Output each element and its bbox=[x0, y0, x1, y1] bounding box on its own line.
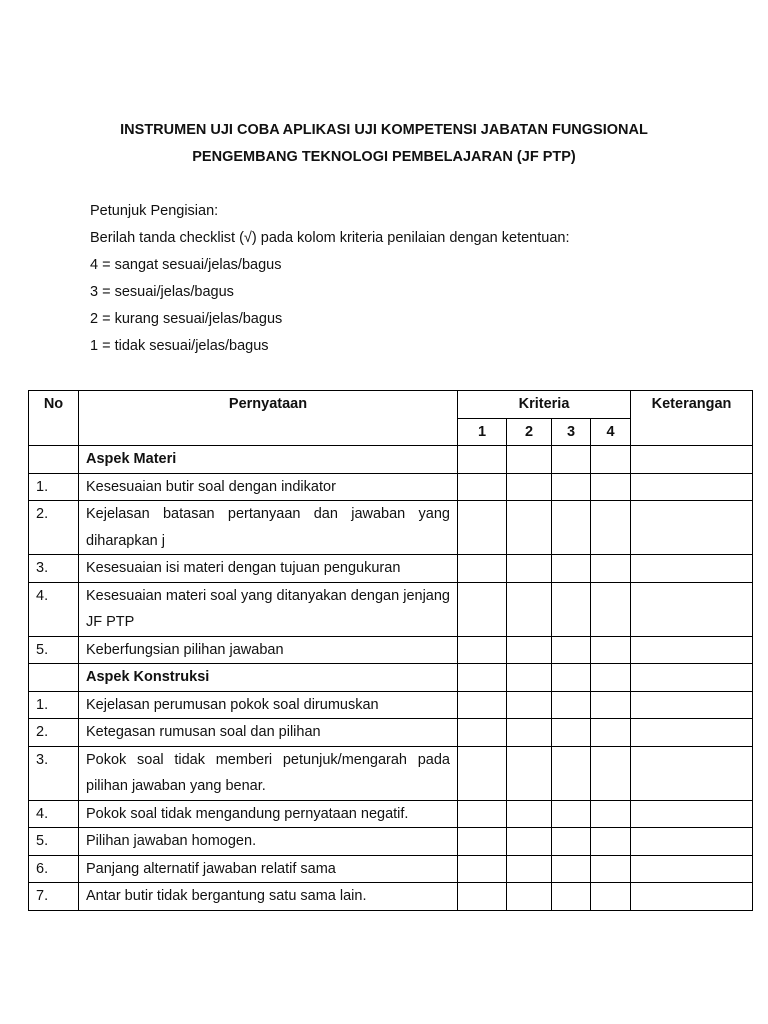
remarks-cell[interactable] bbox=[631, 719, 753, 747]
header-statement: Pernyataan bbox=[79, 391, 458, 446]
row-statement: Kesesuaian butir soal dengan indikator bbox=[79, 473, 458, 501]
check-cell[interactable] bbox=[552, 636, 591, 664]
table-row bbox=[29, 828, 753, 856]
check-cell[interactable] bbox=[507, 883, 552, 911]
row-statement: Panjang alternatif jawaban relatif sama bbox=[79, 855, 458, 883]
header-remarks: Keterangan bbox=[631, 391, 753, 446]
check-cell[interactable] bbox=[552, 501, 591, 555]
table-row bbox=[29, 636, 753, 664]
check-cell[interactable] bbox=[591, 446, 631, 474]
remarks-cell[interactable] bbox=[631, 691, 753, 719]
remarks-cell[interactable] bbox=[631, 636, 753, 664]
check-cell[interactable] bbox=[591, 691, 631, 719]
row-statement: Kejelasan batasan pertanyaan dan jawaban yang diharapkan j bbox=[79, 501, 458, 555]
check-cell[interactable] bbox=[507, 636, 552, 664]
check-cell[interactable] bbox=[591, 636, 631, 664]
check-cell[interactable] bbox=[458, 664, 507, 692]
criteria-table bbox=[28, 390, 753, 911]
check-cell[interactable] bbox=[458, 719, 507, 747]
aspect-label: Aspek Konstruksi bbox=[79, 664, 458, 692]
row-number: 4. bbox=[29, 582, 79, 636]
remarks-cell[interactable] bbox=[631, 664, 753, 692]
check-cell[interactable] bbox=[591, 828, 631, 856]
table-row bbox=[29, 473, 753, 501]
scale-item-1: 1 = tidak sesuai/jelas/bagus bbox=[90, 338, 269, 354]
check-cell[interactable] bbox=[507, 501, 552, 555]
row-number: 3. bbox=[29, 746, 79, 800]
scale-item-2: 2 = kurang sesuai/jelas/bagus bbox=[90, 311, 283, 327]
check-cell[interactable] bbox=[552, 800, 591, 828]
table-row bbox=[29, 883, 753, 911]
remarks-cell[interactable] bbox=[631, 501, 753, 555]
header-criteria-4: 4 bbox=[591, 418, 631, 446]
row-number: 5. bbox=[29, 636, 79, 664]
row-number: 6. bbox=[29, 855, 79, 883]
row-statement: Pokok soal tidak mengandung pernyataan negatif. bbox=[79, 800, 458, 828]
remarks-cell[interactable] bbox=[631, 555, 753, 583]
row-number: 1. bbox=[29, 691, 79, 719]
remarks-cell[interactable] bbox=[631, 883, 753, 911]
row-statement: Pilihan jawaban homogen. bbox=[79, 828, 458, 856]
check-cell[interactable] bbox=[458, 555, 507, 583]
remarks-cell[interactable] bbox=[631, 855, 753, 883]
check-cell[interactable] bbox=[591, 555, 631, 583]
check-cell[interactable] bbox=[507, 691, 552, 719]
check-cell[interactable] bbox=[552, 664, 591, 692]
remarks-cell[interactable] bbox=[631, 582, 753, 636]
scale-item-4: 4 = sangat sesuai/jelas/bagus bbox=[90, 257, 282, 273]
check-cell[interactable] bbox=[591, 855, 631, 883]
row-number: 2. bbox=[29, 719, 79, 747]
check-cell[interactable] bbox=[591, 883, 631, 911]
header-criteria-3: 3 bbox=[552, 418, 591, 446]
check-cell[interactable] bbox=[591, 800, 631, 828]
check-cell[interactable] bbox=[507, 800, 552, 828]
remarks-cell[interactable] bbox=[631, 746, 753, 800]
row-number: 2. bbox=[29, 501, 79, 555]
row-statement: Ketegasan rumusan soal dan pilihan bbox=[79, 719, 458, 747]
title-line-1: INSTRUMEN UJI COBA APLIKASI UJI KOMPETENSI JABATAN FUNGSIONAL bbox=[120, 122, 648, 138]
check-cell[interactable] bbox=[591, 582, 631, 636]
row-number: 1. bbox=[29, 473, 79, 501]
instructions bbox=[90, 198, 570, 360]
header-criteria: Kriteria bbox=[458, 391, 631, 419]
check-cell[interactable] bbox=[507, 746, 552, 800]
check-cell[interactable] bbox=[458, 691, 507, 719]
row-number: 7. bbox=[29, 883, 79, 911]
remarks-cell[interactable] bbox=[631, 446, 753, 474]
check-cell[interactable] bbox=[552, 746, 591, 800]
check-cell[interactable] bbox=[458, 828, 507, 856]
check-cell[interactable] bbox=[552, 883, 591, 911]
check-cell[interactable] bbox=[458, 501, 507, 555]
row-statement: Antar butir tidak bergantung satu sama lain. bbox=[79, 883, 458, 911]
check-cell[interactable] bbox=[458, 473, 507, 501]
row-number: 4. bbox=[29, 800, 79, 828]
check-cell[interactable] bbox=[507, 582, 552, 636]
row-statement: Kesesuaian materi soal yang ditanyakan dengan jenjang JF PTP bbox=[79, 582, 458, 636]
table-row bbox=[29, 855, 753, 883]
check-cell[interactable] bbox=[458, 636, 507, 664]
header-no: No bbox=[29, 391, 79, 446]
instructions-heading: Petunjuk Pengisian: bbox=[90, 203, 219, 219]
row-statement: Kesesuaian isi materi dengan tujuan pengukuran bbox=[79, 555, 458, 583]
row-number: 3. bbox=[29, 555, 79, 583]
row-statement: Pokok soal tidak memberi petunjuk/mengarah pada pilihan jawaban yang benar. bbox=[79, 746, 458, 800]
table-row bbox=[29, 555, 753, 583]
table-row bbox=[29, 800, 753, 828]
check-cell[interactable] bbox=[552, 855, 591, 883]
check-cell[interactable] bbox=[591, 664, 631, 692]
table-row bbox=[29, 719, 753, 747]
remarks-cell[interactable] bbox=[631, 473, 753, 501]
aspect-label: Aspek Materi bbox=[79, 446, 458, 474]
table-row bbox=[29, 746, 753, 800]
table-row bbox=[29, 691, 753, 719]
check-cell[interactable] bbox=[458, 883, 507, 911]
check-cell[interactable] bbox=[552, 691, 591, 719]
check-cell[interactable] bbox=[507, 473, 552, 501]
check-cell[interactable] bbox=[552, 446, 591, 474]
check-cell[interactable] bbox=[458, 746, 507, 800]
row-number: 5. bbox=[29, 828, 79, 856]
header-criteria-2: 2 bbox=[507, 418, 552, 446]
check-cell[interactable] bbox=[507, 719, 552, 747]
title-line-2: PENGEMBANG TEKNOLOGI PEMBELAJARAN (JF PTP) bbox=[192, 149, 576, 165]
check-cell[interactable] bbox=[507, 828, 552, 856]
check-cell[interactable] bbox=[591, 746, 631, 800]
check-cell[interactable] bbox=[507, 555, 552, 583]
aspect-row bbox=[29, 446, 753, 474]
check-cell[interactable] bbox=[591, 473, 631, 501]
check-cell[interactable] bbox=[591, 719, 631, 747]
check-cell[interactable] bbox=[591, 501, 631, 555]
instructions-text: Berilah tanda checklist (√) pada kolom kriteria penilaian dengan ketentuan: bbox=[90, 230, 570, 246]
check-cell[interactable] bbox=[552, 555, 591, 583]
scale-item-3: 3 = sesuai/jelas/bagus bbox=[90, 284, 234, 300]
remarks-cell[interactable] bbox=[631, 800, 753, 828]
remarks-cell[interactable] bbox=[631, 828, 753, 856]
document-title bbox=[0, 117, 768, 171]
check-cell[interactable] bbox=[552, 719, 591, 747]
check-cell[interactable] bbox=[507, 855, 552, 883]
table-row bbox=[29, 582, 753, 636]
check-cell[interactable] bbox=[458, 800, 507, 828]
check-cell[interactable] bbox=[552, 473, 591, 501]
header-criteria-1: 1 bbox=[458, 418, 507, 446]
check-cell[interactable] bbox=[552, 828, 591, 856]
table-row bbox=[29, 501, 753, 555]
check-cell[interactable] bbox=[458, 446, 507, 474]
aspect-row bbox=[29, 664, 753, 692]
row-statement: Kejelasan perumusan pokok soal dirumuskan bbox=[79, 691, 458, 719]
check-cell[interactable] bbox=[458, 582, 507, 636]
check-cell[interactable] bbox=[552, 582, 591, 636]
check-cell[interactable] bbox=[507, 446, 552, 474]
check-cell[interactable] bbox=[507, 664, 552, 692]
check-cell[interactable] bbox=[458, 855, 507, 883]
row-statement: Keberfungsian pilihan jawaban bbox=[79, 636, 458, 664]
